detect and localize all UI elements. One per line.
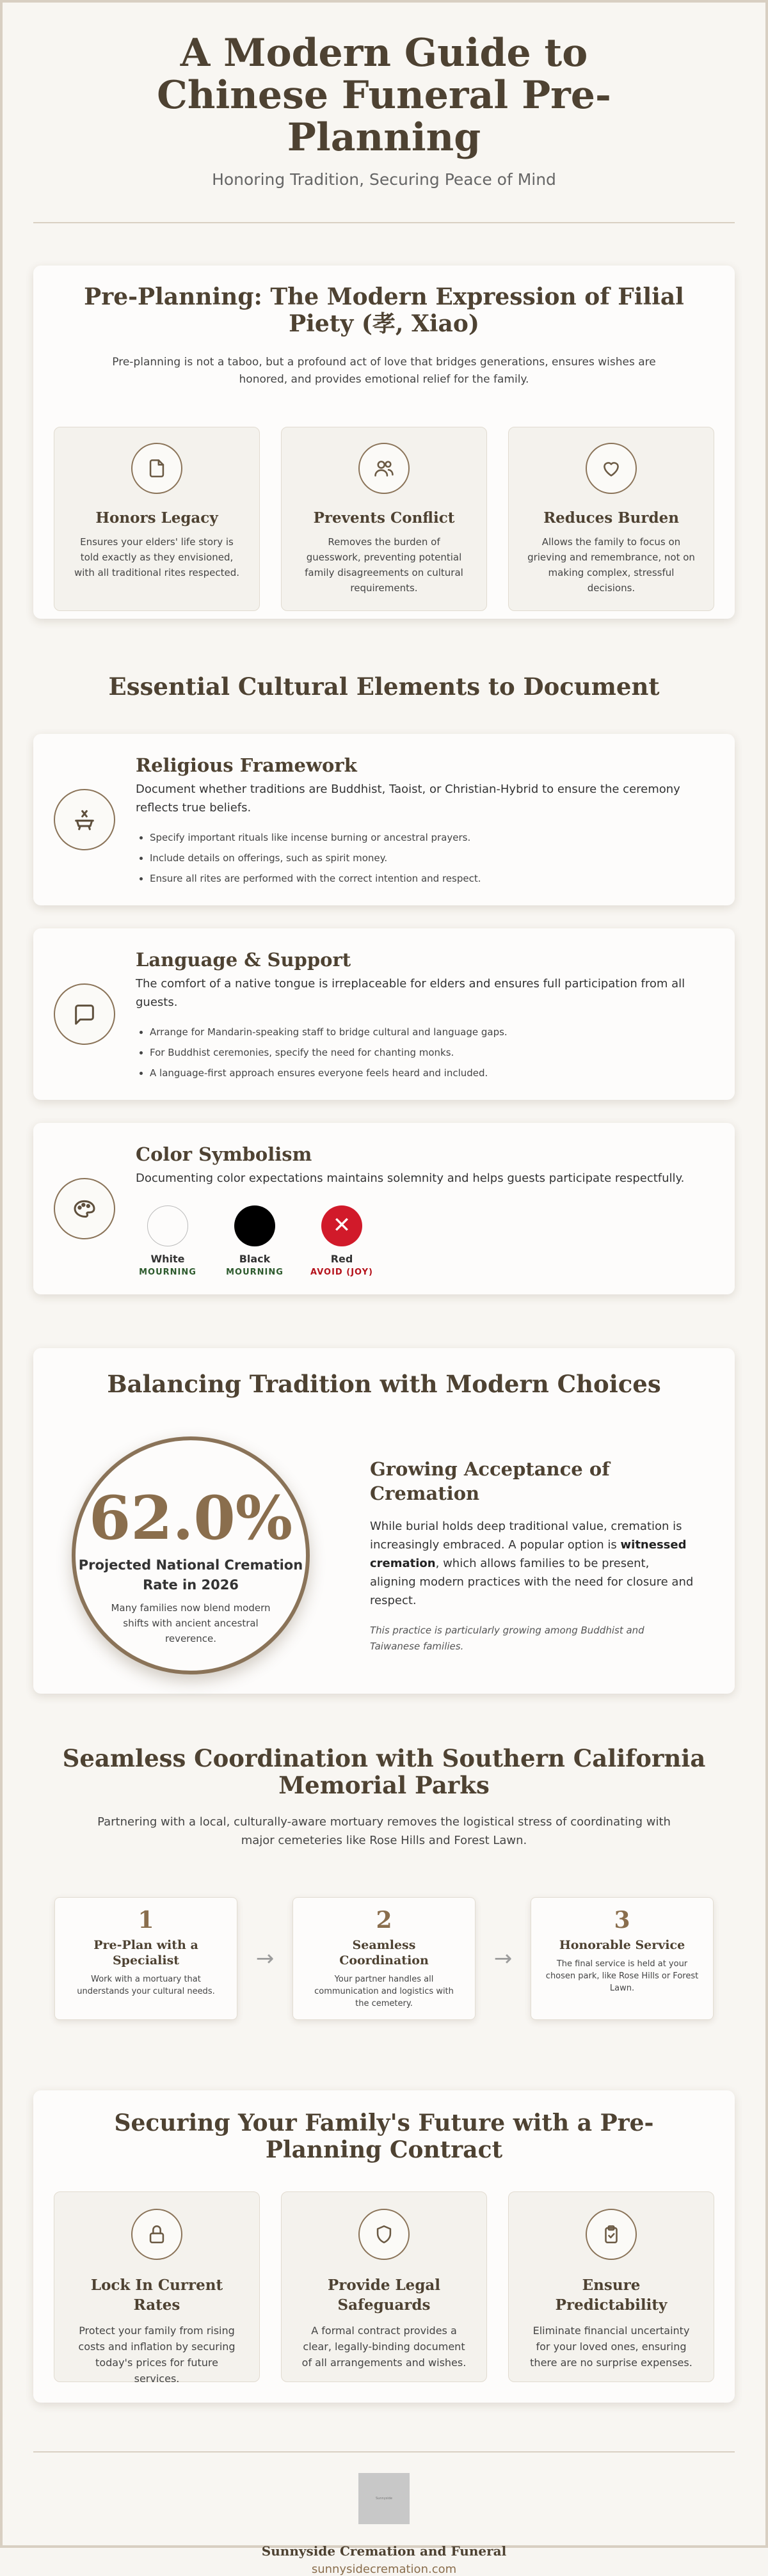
- color-dot: [321, 1205, 362, 1246]
- color-swatches: [136, 1205, 696, 1277]
- religious-list: [136, 827, 696, 889]
- stat-value: 62.0%: [88, 1483, 293, 1554]
- swatch-white: [136, 1205, 200, 1277]
- contract-tile-text: Protect your family from rising costs and inflation by securing today's prices for future services.: [78, 2325, 236, 2385]
- swatch-tag: MOURNING: [139, 1268, 196, 1277]
- contract-tile-title: Lock In Current Rates: [90, 2277, 223, 2314]
- step-text: The final service is held at your chosen park, like Rose Hills or Forest Lawn.: [545, 1959, 699, 1993]
- logo-text: Sunnyside: [376, 2497, 392, 2500]
- benefit-title: Prevents Conflict: [313, 509, 455, 527]
- heart-icon: [586, 443, 637, 494]
- language-list: [136, 1022, 696, 1083]
- list-item: • Ensure all rites are performed with the correct intention and respect.: [150, 868, 696, 889]
- page-footer: [3, 2453, 765, 2576]
- stat-note: Many families now blend modern shifts with ancient ancestral reverence.: [111, 1602, 271, 1644]
- step-title: Honorable Service: [559, 1938, 685, 1952]
- list-item: • Specify important rituals like incense burning or ancestral prayers.: [150, 827, 696, 848]
- lock-icon: [131, 2209, 182, 2260]
- essentials-title: Essential Cultural Elements to Document: [108, 672, 660, 701]
- page-title: A Modern Guide to Chinese Funeral Pre-Planning: [157, 31, 611, 160]
- language-support-card: [33, 928, 735, 1100]
- contract-tile-title: Provide Legal Safeguards: [327, 2277, 441, 2314]
- preplanning-section: [33, 266, 735, 619]
- users-icon: [358, 443, 410, 494]
- balancing-section: [33, 1348, 735, 1694]
- paragraph-text: While burial holds deep traditional value, cremation is increasingly embraced. A popular option is: [370, 1520, 682, 1552]
- cremation-note: This practice is particularly growing among Buddhist and Taiwanese families.: [370, 1625, 644, 1652]
- company-logo: [358, 2473, 410, 2524]
- contract-tile-text: A formal contract provides a clear, legally-binding document of all arrangements and wishes.: [301, 2325, 467, 2369]
- swatch-black: [223, 1205, 287, 1277]
- benefit-text: Allows the family to focus on grieving and remembrance, not on making complex, stressful decisions.: [527, 536, 695, 594]
- list-item: • A language-first approach ensures everyone feels heard and included.: [150, 1063, 696, 1083]
- list-item: • For Buddhist ceremonies, specify the need for chanting monks.: [150, 1042, 696, 1063]
- swatch-name: Black: [239, 1253, 271, 1265]
- arrow-right-icon: →: [255, 1946, 275, 1971]
- palette-icon: [54, 1178, 115, 1239]
- document-icon: [131, 443, 182, 494]
- clipboard-check-icon: [586, 2209, 637, 2260]
- list-item: • Include details on offerings, such as spirit money.: [150, 848, 696, 868]
- contract-tile-predictability: [508, 2191, 714, 2382]
- step-text: Work with a mortuary that understands your cultural needs.: [77, 1975, 215, 1996]
- chat-bubble-icon: [54, 983, 115, 1045]
- preplanning-intro: Pre-planning is not a taboo, but a profound act of love that bridges generations, ensures wishes are honored, and provides emotional relief for the family.: [112, 356, 656, 386]
- paragraph-text: , which allows families to be present, aligning modern practices with the need for closure and respect.: [370, 1557, 694, 1607]
- contract-tile-text: Eliminate financial uncertainty for your loved ones, ensuring there are no surprise expenses.: [530, 2325, 692, 2369]
- step-number: 2: [376, 1907, 392, 1934]
- page-header: [3, 3, 765, 189]
- close-icon: ✕: [332, 1212, 351, 1238]
- step-card: [292, 1897, 476, 2020]
- swatch-name: Red: [330, 1253, 353, 1265]
- arrow-right-icon: →: [493, 1946, 513, 1971]
- header-divider: [33, 222, 735, 223]
- preplanning-benefits: [54, 427, 714, 611]
- shield-icon: [358, 2209, 410, 2260]
- card-description: The comfort of a native tongue is irreplaceable for elders and ensures full participation from all guests.: [136, 977, 685, 1009]
- contract-benefits: [54, 2191, 714, 2385]
- benefit-text: Removes the burden of guesswork, preventing potential family disagreements on cultural requirements.: [305, 536, 463, 594]
- balancing-title: Balancing Tradition with Modern Choices: [107, 1370, 661, 1398]
- contract-section: [33, 2090, 735, 2403]
- contract-tile-legal: [281, 2191, 487, 2382]
- benefit-tile-honors-legacy: [54, 427, 260, 611]
- step-card: [54, 1897, 237, 2020]
- step-number: 3: [614, 1907, 630, 1934]
- list-item: • Arrange for Mandarin-speaking staff to bridge cultural and language gaps.: [150, 1022, 696, 1042]
- paragraph-emphasis: witnessed cremation: [370, 1538, 687, 1570]
- swatch-tag: MOURNING: [226, 1268, 284, 1277]
- step-number: 1: [138, 1907, 154, 1934]
- card-description: Document whether traditions are Buddhist, Taoist, or Christian-Hybrid to ensure the ceremony reflects true beliefs.: [136, 783, 680, 815]
- card-title: Language & Support: [136, 949, 351, 971]
- swatch-tag: AVOID (JOY): [310, 1268, 373, 1277]
- cremation-heading: Growing Acceptance of Cremation: [370, 1458, 610, 1504]
- benefit-title: Reduces Burden: [543, 509, 679, 527]
- religious-framework-card: [33, 734, 735, 905]
- swatch-name: White: [150, 1253, 185, 1265]
- swatch-red: [310, 1205, 374, 1277]
- contract-title: Securing Your Family's Future with a Pre-Planning Contract: [114, 2110, 654, 2163]
- coordination-intro: Partnering with a local, culturally-aware mortuary removes the logistical stress of coordinating with major cemeteries like Rose Hills and Forest Lawn.: [97, 1815, 671, 1847]
- cremation-paragraph: [370, 1517, 696, 1610]
- card-title: Religious Framework: [136, 754, 357, 776]
- company-website-link[interactable]: sunnysidecremation.com: [311, 2563, 457, 2576]
- card-title: Color Symbolism: [136, 1143, 312, 1165]
- contract-tile-lock-rates: [54, 2191, 260, 2385]
- cremation-text: [370, 1436, 696, 1674]
- stat-label: Projected National Cremation Rate in 2026: [78, 1557, 303, 1593]
- preplanning-title: Pre-Planning: The Modern Expression of Filial Piety (孝, Xiao): [84, 283, 684, 337]
- step-card: [531, 1897, 714, 2020]
- step-title: Pre-Plan with a Specialist: [93, 1938, 198, 1968]
- color-symbolism-card: [33, 1123, 735, 1294]
- step-title: Seamless Coordination: [339, 1938, 429, 1968]
- benefit-tile-prevents-conflict: [281, 427, 487, 611]
- contract-tile-title: Ensure Predictability: [555, 2277, 668, 2314]
- benefit-tile-reduces-burden: [508, 427, 714, 611]
- company-name: Sunnyside Cremation and Funeral: [261, 2543, 507, 2559]
- card-description: Documenting color expectations maintains solemnity and helps guests participate respectfully.: [136, 1172, 685, 1185]
- coordination-steps: [54, 1897, 714, 2020]
- color-dot: [147, 1205, 188, 1246]
- step-text: Your partner handles all communication and logistics with the cemetery.: [314, 1975, 454, 2008]
- benefit-title: Honors Legacy: [95, 509, 218, 527]
- color-dot: [234, 1205, 275, 1246]
- cremation-stat-circle: [72, 1436, 310, 1674]
- page-subtitle: Honoring Tradition, Securing Peace of Mind: [212, 170, 556, 189]
- benefit-text: Ensures your elders' life story is told exactly as they envisioned, with all traditional rites respected.: [74, 536, 239, 578]
- incense-burner-icon: [54, 789, 115, 850]
- balancing-body: [33, 1436, 735, 1674]
- coordination-title: Seamless Coordination with Southern California Memorial Parks: [62, 1744, 706, 1799]
